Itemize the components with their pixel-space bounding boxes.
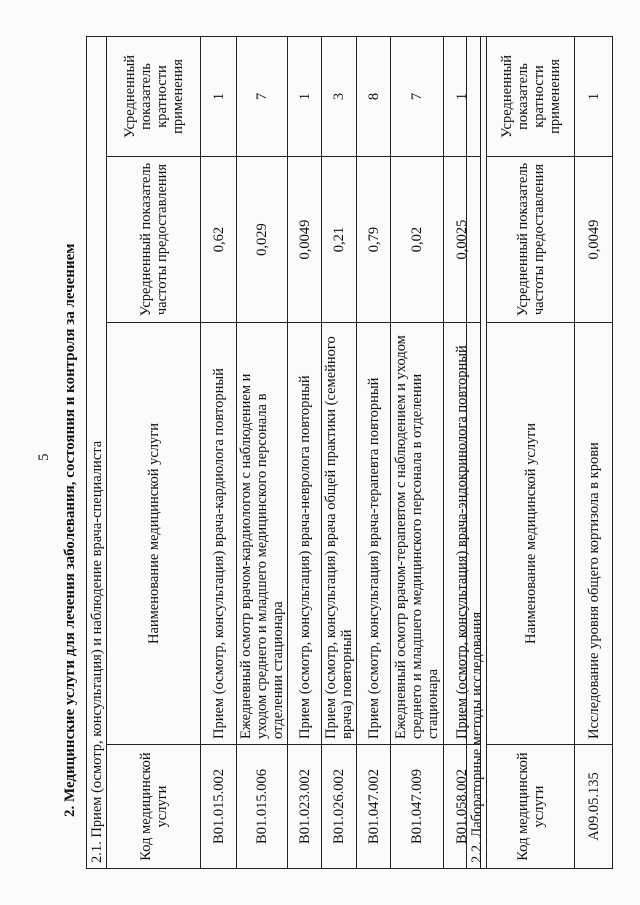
service-code: B01.047.009: [391, 745, 444, 869]
header-frequency: Усредненный показатель частоты предоставления: [487, 157, 575, 323]
multiplicity-value: 7: [237, 36, 288, 156]
service-code: B01.015.006: [237, 745, 288, 869]
table-header-row: [107, 36, 201, 868]
table-row: [288, 36, 322, 868]
multiplicity-value: 8: [357, 36, 391, 156]
service-code: B01.026.002: [322, 745, 357, 869]
frequency-value: 0,21: [322, 157, 357, 323]
service-code: B01.015.002: [201, 745, 237, 869]
multiplicity-value: 1: [575, 36, 613, 156]
service-name: Прием (осмотр, консультация) врача общей практики (семейного врача) повторный: [322, 323, 357, 745]
multiplicity-value: 1: [444, 36, 481, 156]
consultations-table: [86, 36, 481, 869]
service-name: Исследование уровня общего кортизола в крови: [575, 323, 613, 745]
table-row: [237, 36, 288, 868]
service-name: Ежедневный осмотр врачом-терапевтом с наблюдением и уходом среднего и младшего медицинского персонала в отделении стационара: [391, 323, 444, 745]
multiplicity-value: 7: [391, 36, 444, 156]
header-frequency: Усредненный показатель частоты предоставления: [107, 157, 201, 323]
multiplicity-value: 3: [322, 36, 357, 156]
table-caption: 2.2. Лабораторные методы исследования: [467, 36, 487, 868]
table-row: [201, 36, 237, 868]
frequency-value: 0,62: [201, 157, 237, 323]
table-caption: 2.1. Прием (осмотр, консультация) и наблюдение врача-специалиста: [87, 36, 107, 868]
frequency-value: 0,79: [357, 157, 391, 323]
table-caption-row: [87, 36, 107, 868]
header-name: Наименование медицинской услуги: [107, 323, 201, 745]
service-code: B01.023.002: [288, 745, 322, 869]
service-name: Ежедневный осмотр врачом-кардиологом с наблюдением и уходом среднего и младшего медицинского персонала в отделении стационара: [237, 323, 288, 745]
header-multiplicity: Усредненный показатель кратности применения: [107, 36, 201, 156]
service-code: A09.05.135: [575, 745, 613, 869]
table-row: [391, 36, 444, 868]
service-name: Прием (осмотр, консультация) врача-терапевта повторный: [357, 323, 391, 745]
service-code: B01.058.002: [444, 745, 481, 869]
service-code: B01.047.002: [357, 745, 391, 869]
header-code: Код медицинской услуги: [487, 745, 575, 869]
frequency-value: 0,0025: [444, 157, 481, 323]
table-row: [575, 36, 613, 868]
table-row: [357, 36, 391, 868]
frequency-value: 0,029: [237, 157, 288, 323]
multiplicity-value: 1: [201, 36, 237, 156]
table-header-row: [487, 36, 575, 868]
header-name: Наименование медицинской услуги: [487, 323, 575, 745]
table-caption-row: [467, 36, 487, 868]
multiplicity-value: 1: [288, 36, 322, 156]
service-name: Прием (осмотр, консультация) врача-кардиолога повторный: [201, 323, 237, 745]
frequency-value: 0,0049: [288, 157, 322, 323]
service-name: Прием (осмотр, консультация) врача-эндокринолога повторный: [444, 323, 481, 745]
header-code: Код медицинской услуги: [107, 745, 201, 869]
lab-tests-table: [466, 36, 613, 869]
header-multiplicity: Усредненный показатель кратности применения: [487, 36, 575, 156]
frequency-value: 0,02: [391, 157, 444, 323]
page-number: 5: [36, 453, 52, 461]
frequency-value: 0,0049: [575, 157, 613, 323]
section-title: 2. Медицинские услуги для лечения заболевания, состояния и контроля за лечением: [62, 243, 78, 817]
table-row: [322, 36, 357, 868]
service-name: Прием (осмотр, консультация) врача-невролога повторный: [288, 323, 322, 745]
